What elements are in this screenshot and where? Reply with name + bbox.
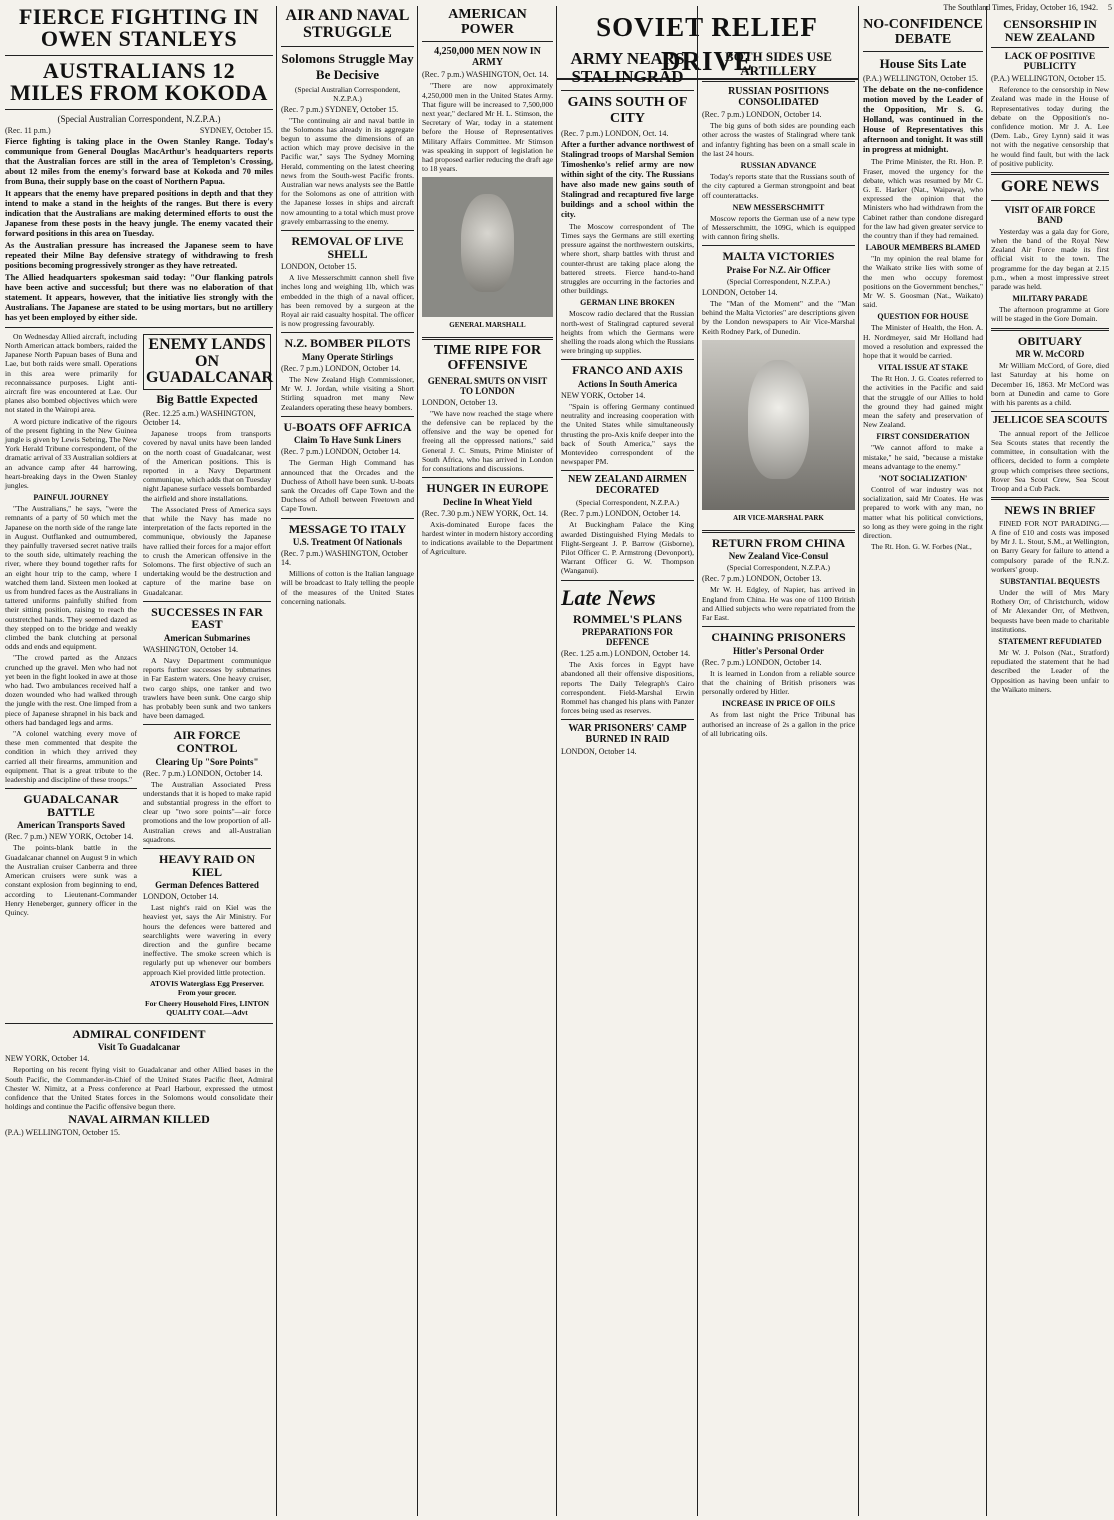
article-paragraph: "The continuing air and naval battle in the Solomons has already in its aggregate begun to assume the dimensions of an action which may prove decisive in the Pacific war," says The Sydney Morning Herald, commenting on the latest cheering news from the South-west Pacific fronts. Australian war news analysts see the Battle for the Solomons as one of attrition with the Japanese losses in ships and aircraft now amounting to a total which must prove gravely embarrassing to the enemy.	[281, 115, 414, 226]
section-heading: FIRST CONSIDERATION	[876, 432, 970, 442]
dateline-place: SYDNEY, October 15.	[199, 125, 273, 135]
article-subhead: Claim To Have Sunk Liners	[293, 435, 402, 446]
lead-paragraph: The debate on the no-confidence motion moved by the Leader of the Opposition, Mr S. G. Holland, was continued in the House of Representatives this afternoon and tonight. It was still in progress at midnight.	[863, 85, 983, 155]
article-paragraph: Reference to the censorship in New Zealand was made in the House of Representatives today during the debate on the Opposition's no-confidence motion. Mr J. A. Lee (Dem. Lab., Grey Lynn) said it was not with the negative censorship that he would find fault, but with the lack of positive publicity.	[991, 85, 1109, 168]
dateline-received: (Rec. 11 p.m.)	[5, 125, 51, 135]
sub-column-left	[5, 332, 137, 919]
article-headline: BOTH SIDES USE ARTILLERY	[725, 49, 832, 78]
column-rule	[556, 6, 557, 1516]
article-headline: GORE NEWS	[1000, 178, 1100, 196]
article-headline: NEWS IN BRIEF	[1004, 503, 1096, 518]
dateline: NEW YORK, October 14.	[5, 1054, 90, 1064]
article-headline: AIR AND NAVAL STRUGGLE	[285, 7, 410, 41]
article-subhead: VISIT OF AIR FORCE BAND	[1004, 204, 1096, 225]
dateline	[5, 126, 273, 135]
article-paragraph: The Axis forces in Egypt have abandoned all their offensive dispositions, reports The Daily Telegraph's Cairo correspondent. Field-Marshal Erwin Rommel has changed his plans with Panzer forces being used as reserves.	[561, 660, 694, 716]
article-subhead: Many Operate Stirlings	[302, 352, 393, 363]
photo-caption: AIR VICE-MARSHAL PARK	[733, 513, 824, 522]
dateline: (P.A.) WELLINGTON, October 15.	[991, 74, 1107, 84]
article-paragraph: Mr W. H. Edgley, of Napier, has arrived in England from China. He was one of 1100 British and Allied subjects who were repatriated from the Far East.	[702, 585, 855, 622]
article-subhead: Praise For N.Z. Air Officer	[726, 264, 831, 275]
column-rule	[276, 6, 277, 1516]
column-1	[2, 6, 276, 1516]
article-paragraph: Millions of cotton is the Italian language will be broadcast to Italy telling the people of the measures of the United States concerning nationals.	[281, 569, 414, 606]
article-paragraph: Moscow reports the German use of a new type of Messerschmitt, the 109G, which is equipped with cannon firing shells.	[702, 213, 855, 242]
column-5	[699, 48, 858, 1516]
article-paragraph: The Minister of Health, the Hon. A. H. Nordmeyer, said Mr Holland had moved a resolution and expressed the hope that it would be carried.	[863, 323, 983, 361]
article-paragraph: Control of war industry was not socialization, said Mr Coates. He was prepared to work with any man, no matter what his political convictions, so long as they were going in the right direction.	[863, 485, 983, 541]
article-headline: NEW ZEALAND AIRMEN DECORATED	[568, 474, 687, 496]
advertisement: ATOVIS Waterglass Egg Preserver. From your grocer.	[150, 978, 264, 997]
article-paragraph: Yesterday was a gala day for Gore, when the band of the Royal New Zealand Air Force made its first official visit to the town. The programme for the day began at 2.15 p.m., when a most impressive street parade was held.	[991, 226, 1109, 292]
section-heading: LABOUR MEMBERS BLAMED	[865, 243, 981, 253]
article-headline: NO-CONFIDENCE DEBATE	[863, 17, 983, 47]
portrait-image	[748, 360, 809, 479]
article-paragraph: "There are now approximately 4,250,000 men in the United States Army. That figure will be increased to 7,500,000 next year," declared Mr H. L. Stimson, the Secretary of War, today in a statement before the House of Representatives Military Affairs Committee. Mr Stimson was speaking in support of legislation he had proposed earlier reducing the draft age to 18 years.	[422, 81, 553, 174]
credit-line: (Special Australian Correspondent, N.Z.P.A.)	[57, 113, 221, 124]
sub-column-right	[143, 332, 274, 1019]
section-heading: VITAL ISSUE AT STAKE	[878, 363, 968, 373]
late-news-heading: Late News	[561, 584, 656, 610]
article-headline: MALTA VICTORIES	[722, 249, 835, 264]
article-headline: U-BOATS OFF AFRICA	[283, 419, 412, 434]
section-heading: MILITARY PARADE	[1012, 294, 1088, 304]
article-subhead: Big Battle Expected	[156, 392, 258, 407]
article-headline: ADMIRAL CONFIDENT	[72, 1026, 206, 1041]
lead-subheadline: AUSTRALIANS 12 MILES FROM KOKODA	[10, 57, 268, 106]
dateline: (Rec. 7 p.m.) LONDON, October 14.	[281, 447, 401, 457]
masthead-text: The Southland Times, Friday, October 16, 1942.	[943, 3, 1098, 12]
photo-caption: GENERAL MARSHALL	[449, 321, 526, 330]
article-paragraph: The afternoon programme at Gore will be staged in the Gore Domain.	[991, 305, 1109, 324]
lead-paragraph: As the Australian pressure has increased the Japanese seem to have repeated their Milne Bay defensive strategy of withdrawing to fresh positions becoming progressively stronger as they have retreated.	[5, 240, 273, 270]
section-heading: QUESTION FOR HOUSE	[877, 312, 969, 322]
article-subhead: Visit To Guadalcanar	[97, 1042, 181, 1053]
article-subhead: Actions In South America	[577, 378, 678, 389]
article-paragraph: FINED FOR NOT PARADING.—A fine of £10 and costs was imposed by Mr J. L. Stout, S.M., at Wellington, on Barry Geary for failure to attend a compulsory parade of the R.N.Z. workers' group.	[991, 518, 1109, 574]
column-rule	[417, 6, 418, 1516]
article-headline: HEAVY RAID ON KIEL	[158, 852, 255, 879]
dateline: (Rec. 7 p.m.) SYDNEY, October 15.	[281, 104, 399, 114]
portrait-image	[461, 194, 513, 292]
article-paragraph: "A colonel watching every move of these men commented that despite the condition in which they arrived they carried all their firearms, ammunition and equipment. That is a great tribute to the leadership and discipline of these troops."	[5, 729, 137, 785]
dateline: NEW YORK, October 14.	[561, 390, 646, 400]
article-paragraph: The Prime Minister, the Rt. Hon. P. Fraser, moved the urgency for the debate, which was resumed by Mr C. G. E. Harker (Nat., Waipawa), who expressed the opinion that the Ministers who had withdrawn from the Cabinet rather than condone disregard for the law had given greater service to the country than if they had remained.	[863, 157, 983, 240]
article-subhead: 4,250,000 MEN NOW IN ARMY	[434, 46, 541, 69]
dateline: (Rec. 7.30 p.m.) NEW YORK, Oct. 14.	[422, 508, 548, 518]
article-headline: RETURN FROM CHINA	[711, 535, 846, 550]
article-paragraph: As from last night the Price Tribunal has authorised an increase of 2s a gallon in the price of all lubricating oils.	[702, 710, 855, 738]
article-paragraph: The Associated Press of America says that while the Navy has made no interpretation of the facts reported in the communique, obviously the Japanese have rallied their forces for a major effort to crush the American offensive in the Solomons. The first objective of such an undertaking would be the destruction and capture of the marine base on Guadalcanar.	[143, 504, 271, 597]
dateline: LONDON, October 14.	[702, 287, 778, 297]
article-headline: FRANCO AND AXIS	[572, 363, 683, 378]
section-heading: NEW MESSERSCHMITT	[732, 202, 825, 212]
lead-headline: FIERCE FIGHTING IN OWEN STANLEYS	[18, 6, 260, 52]
article-subhead: GAINS SOUTH OF CITY	[567, 94, 688, 126]
dateline: LONDON, October 13.	[422, 397, 498, 407]
article-paragraph: The annual report of the Jellicoe Sea Scouts states that recently the committee, in consultation with the officers, decided to form a complete group which comprises three sections, Rover Sea Scout Crew, Sea Scout Troop and a Cub Pack.	[991, 428, 1109, 493]
column-6	[860, 6, 986, 1516]
advertisement: For Cheery Household Fires, LINTON QUALITY COAL—Advt	[145, 998, 269, 1017]
article-subhead: German Defences Battered	[155, 880, 259, 891]
dateline: LONDON, October 14.	[561, 747, 637, 757]
article-headline: NAVAL AIRMAN KILLED	[68, 1112, 210, 1127]
credit-line: (Special Correspondent, N.Z.P.A.)	[726, 563, 831, 573]
article-paragraph: Axis-dominated Europe faces the hardest winter in modern history according to indications available to the Department of Agriculture.	[422, 519, 553, 557]
article-headline: OBITUARY	[1017, 333, 1083, 348]
article-headline: REMOVAL OF LIVE SHELL	[291, 234, 404, 261]
photo-general-marshall	[422, 177, 553, 330]
dateline: (Rec. 7 p.m.) WASHINGTON, October 14.	[281, 549, 408, 568]
article-paragraph: "The Australians," he says, "were the remnants of a party of 50 which met the Japanese on the north side of the range late in August. Outflanked and outnumbered, they painfully traversed secret native trails to the south side, ultimately reaching the river, where they bound together rafts for an eight hour trip to the camp, where I watched them land. Sixteen men looked at us from hundred faces as the Australians in tattered uniforms painfully shifted from their sitting position, raising to reach the outstretched hands. They seemed dazed as they stepped on to the bridge and weakly climbed the bank clutching at personal odds and ends and equipment.	[5, 504, 137, 652]
article-headline: AIR FORCE CONTROL	[173, 728, 241, 755]
article-headline: CENSORSHIP IN NEW ZEALAND	[1003, 17, 1097, 44]
article-paragraph: At Buckingham Palace the King awarded Distinguished Flying Medals to Flight-Sergeant J. P. Barrow (Gisborne), Pilot Officer C. P. Armstrong (Devonport), Warrant Officer G. W. Thompson (Wanganui).	[561, 520, 694, 576]
article-headline: TIME RIPE FOR OFFENSIVE	[433, 343, 542, 374]
dateline: (P.A.) WELLINGTON, October 15.	[863, 74, 979, 84]
section-heading: 'NOT SOCIALIZATION'	[878, 474, 968, 484]
article-paragraph: The Rt. Hon. G. W. Forbes (Nat.,	[871, 542, 972, 552]
article-subhead: American Submarines	[163, 632, 251, 643]
article-subhead: GENERAL SMUTS ON VISIT TO LONDON	[427, 375, 548, 396]
article-paragraph: The Rt Hon. J. G. Coates referred to the activities in the Pacific and said that the struggle of our Allies to hold the ground they had gained might mean the safety and preservation of New Zealand.	[863, 374, 983, 430]
article-paragraph: The German High Command has announced that the Orcades and the Duchess of Atholl have been sunk. U-boats sank the Orcades off Cape Town and the Duchess of Atholl between Freetown and Cape Town.	[281, 458, 414, 514]
article-subhead: U.S. Treatment Of Nationals	[292, 537, 403, 548]
article-paragraph: Today's reports state that the Russians south of the city captured a German strongpoint and beat off counterattacks.	[702, 172, 855, 200]
dateline: (Rec. 12.25 a.m.) WASHINGTON, October 14.	[143, 409, 256, 428]
dateline: (Rec. 7 p.m.) NEW YORK, October 14.	[5, 832, 134, 842]
page-number: 5	[1108, 3, 1112, 12]
dateline: (Rec. 7 p.m.) LONDON, October 14.	[702, 110, 822, 120]
dateline: (Rec. 7 p.m.) WASHINGTON, Oct. 14.	[422, 70, 549, 80]
article-headline: ARMY NEARS STALINGRAD	[570, 49, 685, 86]
lead-paragraph: The Allied headquarters spokesman said today: "Our flanking patrols have been active and successful; but there was no elaboration of that statement. It appears, however, that the initiative lies strongly with the Australians. The Japanese are stated to be using mortars, but no artillery has yet been employed by either side.	[5, 272, 273, 322]
column-rule	[858, 6, 859, 1516]
column-rule	[697, 6, 698, 1516]
article-paragraph: "We have now reached the stage where the defensive can be replaced by the offensive and the way be opened for freeing all the oppressed nations," said General J. C. Smuts, Prime Minister of South Africa, who has arrived in London for consultations and discussions.	[422, 408, 553, 473]
article-paragraph: A Navy Department communique reports further successes by submarines in Far Eastern waters. One heavy cruiser, two cargo ships, one tanker and two trawlers have been sunk. One cargo ship has probably been sunk and two tankers have been damaged.	[143, 655, 271, 721]
column-2	[278, 6, 417, 1516]
article-headline: ENEMY LANDS ON GUADALCANAR	[143, 334, 271, 390]
dateline: WASHINGTON, October 14.	[143, 644, 238, 654]
dateline: (Rec. 7 p.m.) LONDON, October 14.	[143, 768, 263, 778]
dateline: (Rec. 7 p.m.) LONDON, October 14.	[281, 364, 401, 374]
article-paragraph: Mr William McCord, of Gore, died last Saturday at his home on December 16, 1863. Mr McCord was born at Dunedin and came to Gore with his parents as a child.	[991, 361, 1109, 408]
article-subhead: Clearing Up "Sore Points"	[155, 756, 259, 767]
dateline: LONDON, October 14.	[143, 892, 219, 902]
section-heading: PAINFUL JOURNEY	[33, 493, 109, 503]
column-4	[558, 48, 697, 1516]
article-subhead: House Sits Late	[879, 56, 967, 72]
article-headline: SUCCESSES IN FAR EAST	[151, 604, 263, 632]
article-paragraph: It is learned in London from a reliable source that the chaining of British prisoners was personally ordered by Hitler.	[702, 668, 855, 697]
article-headline: CHAINING PRISONERS	[711, 630, 846, 645]
lead-paragraph: After a further advance northwest of Stalingrad troops of Marshal Semion Timoshenko's relief army are now within sight of the city. The Russians have also made new gains south of Stalingrad and recaptured five large buildings and a school within the city.	[561, 139, 694, 219]
article-paragraph: "In my opinion the real blame for the Waikato strike lies with some of the men who occupy foremost positions on the Government benches," Mr W. S. Goosman (Nat., Waikato) said.	[863, 254, 983, 310]
credit-line: (Special Correspondent, N.Z.P.A.)	[575, 498, 680, 508]
article-paragraph: On Wednesday Allied aircraft, including North American attack bombers, raided the Japanese North Papuan bases of Buna and Lae, but both raids were small. Operations in this area were primarily for reconnaissance purposes. Light anti-aircraft fire was encountered at Lae. Our planes also bombed objectives which were not stated in the Wairopi area.	[5, 331, 137, 415]
article-headline: AMERICAN POWER	[448, 7, 527, 37]
lead-paragraph: It appears that the enemy have prepared positions in depth and that they intend to make a stand in the heights of the ranges. But there is every indication that the Australians are making determined efforts to oust the Japanese from these posts in the heavy jungle. The enemy vacated their forward positions in this area on Tuesday.	[5, 188, 273, 238]
section-heading: INCREASE IN PRICE OF OILS	[721, 699, 836, 709]
article-paragraph: Last night's raid on Kiel was the heaviest yet, says the Air Ministry. For hours the defences were battered and searchlights were wavering in every direction and the gunfire became ineffective. The smoke screen which is regularly put up whenever our bombers approach Kiel provided little protection.	[143, 903, 271, 977]
article-paragraph: The New Zealand High Commissioner, Mr W. J. Jordan, while visiting a Short Stirling squadron met many New Zealanders operating these heavy bombers.	[281, 375, 414, 412]
article-paragraph: The big guns of both sides are pounding each other across the wastes of Stalingrad where tank and infantry fighting has been on a small scale in the last 24 hours.	[702, 121, 855, 158]
article-headline: N.Z. BOMBER PILOTS	[284, 336, 411, 351]
article-paragraph: Mr W. J. Polson (Nat., Stratford) repudiated the statement that he had described the Leader of the Opposition as having been unfair to the Waikato miners.	[991, 648, 1109, 694]
dateline: (Rec. 7 p.m.) LONDON, October 14.	[702, 657, 822, 667]
article-subhead: LACK OF POSITIVE PUBLICITY	[1004, 52, 1096, 73]
article-paragraph: "We cannot afford to make a mistake," he said, "because a mistake means advantage to the enemy."	[863, 443, 983, 471]
article-subhead: MR W. McCORD	[1015, 349, 1085, 360]
article-paragraph: Japanese troops from transports covered by naval units have been landed on the north coast of Guadalcanar, west of the American positions. This is reported in a Navy Department communique, which adds that on Tuesday night Japanese surface vessels bombarded the airfield and shore installations.	[143, 429, 271, 503]
column-3	[419, 6, 556, 1516]
article-paragraph: The Moscow correspondent of The Times says the Germans are still exerting pressure against the northwestern outskirts, where short, sharp battles with thrust and counter-thrust are taking place along the battered streets. Fierce hand-to-hand struggles are occurring in the factories and other buildings.	[561, 221, 694, 296]
article-paragraph: Under the will of Mrs Mary Rothery Orr, of Christchurch, widow of Mr Alexander Orr, of Methven, bequests have been made to charitable institutions.	[991, 587, 1109, 634]
article-headline: HUNGER IN EUROPE	[426, 481, 549, 496]
credit-line: (Special Australian Correspondent, N.Z.P.A.)	[294, 84, 401, 103]
article-headline: ROMMEL'S PLANS	[572, 611, 682, 626]
article-paragraph: A word picture indicative of the rigours of the present fighting in the New Guinea jungle is given by Lewis Sebring, The New York Herald Tribune correspondent, of the dramatic arrival of 33 Australian soldiers at an advance camp after 44 harrowing, heart-breaking days in the Owen Stanley jungles.	[5, 416, 138, 490]
dateline: (Rec. 7 p.m.) LONDON, Oct. 14.	[561, 128, 669, 138]
section-heading: RUSSIAN ADVANCE	[740, 161, 817, 171]
article-subhead: PREPARATIONS FOR DEFENCE	[582, 627, 673, 648]
article-headline: WAR PRISONERS' CAMP BURNED IN RAID	[568, 723, 687, 745]
article-paragraph: "Spain is offering Germany continued neutrality and increasing cooperation with the United States while simultaneously thrusting the pro-Axis knife deeper into the back of South America," says the Montevideo correspondent of the newspaper PM.	[561, 401, 694, 467]
article-paragraph: A live Messerschmitt cannon shell five inches long and weighing 1lb, which was embedded in the thigh of a naval officer, has been removed by a surgeon at the Royal air raid casualty hospital. The officer is now progressing favourably.	[281, 273, 414, 329]
dateline: (Rec. 1.25 a.m.) LONDON, October 14.	[561, 649, 691, 659]
article-paragraph: The points-blank battle in the Guadalcanar channel on August 9 in which the Australian cruiser Canberra and three American cruisers were sunk was a constant explosion from beginning to end, according to Lieutenant-Commander Henry Heneberger, gunnery officer in the Quincy.	[5, 843, 137, 917]
article-paragraph: Reporting on his recent flying visit to Guadalcanar and other Allied bases in the South Pacific, the Commander-in-Chief of the United States Pacific fleet, Admiral Chester W. Nimitz, at a Press conference at Pearl Harbour, expressed the utmost confidence that the United States forces in the Solomons would consolidate their holdings and continue the Pacific offensive begun there.	[5, 1065, 273, 1112]
article-paragraph: The Australian Associated Press understands that it is hoped to make rapid and substantial progress in the effort to clear up "two sore points"—air force promotions and the low proportion of all-Australian crews and all-Australian squadrons.	[143, 779, 271, 844]
column-7	[988, 6, 1112, 1516]
article-paragraph: "The crowd parted as the Anzacs crunched up the gravel. Men who had not yet been in the fight looked in awe at those who had. Two ambulances received half a dozen wounded who had walked through the jungle with the rest. One limped from a piece of Japanese shrapnel in his back and others had bandaged legs and arms.	[5, 653, 137, 727]
article-subhead: New Zealand Vice-Consul	[728, 551, 829, 562]
column-rule	[986, 6, 987, 1516]
article-subhead: Solomons Struggle May Be Decisive	[281, 50, 414, 82]
section-heading: SUBSTANTIAL BEQUESTS	[1000, 576, 1100, 586]
dateline: LONDON, October 15.	[281, 262, 357, 272]
dateline: (P.A.) WELLINGTON, October 15.	[5, 1128, 121, 1138]
section-heading: GERMAN LINE BROKEN	[580, 298, 675, 308]
article-subhead: Hitler's Personal Order	[733, 645, 824, 656]
article-headline: MESSAGE TO ITALY	[288, 521, 407, 536]
dateline: (Rec. 7 p.m.) LONDON, October 13.	[702, 574, 822, 584]
article-headline: JELLICOE SEA SCOUTS	[992, 415, 1108, 427]
credit-line: (Special Correspondent, N.Z.P.A.)	[726, 276, 831, 286]
article-subhead: Decline In Wheat Yield	[443, 496, 532, 507]
photo-air-vice-marshal-park	[702, 340, 855, 522]
article-subhead: American Transports Saved	[17, 820, 125, 831]
dateline: (Rec. 7 p.m.) LONDON, October 14.	[561, 509, 681, 519]
article-headline: GUADALCANAR BATTLE	[23, 792, 119, 819]
lead-paragraph: Fierce fighting is taking place in the Owen Stanley Range. Today's communique from General Douglas MacArthur's headquarters reports that the Australian forces are still in the area of Templeton's Crossing, about 12 miles from the enemy's forward base at Kokoda and 70 miles from Buna, their supply base on the coast of Northern Papua.	[5, 136, 273, 186]
article-subhead: RUSSIAN POSITIONS CONSOLIDATED	[728, 86, 829, 109]
article-paragraph: Moscow radio declared that the Russian north-west of Stalingrad captured several heights from which the Germans were shelling the roads along which the Russians were bringing up supplies.	[561, 309, 694, 356]
section-heading: STATEMENT REFUDIATED	[998, 637, 1102, 646]
article-paragraph: The "Man of the Moment" and the "Man behind the Malta Victories" are descriptions given by the London newspapers to Air Vice-Marshal Keith Rodney Park, of Dunedin.	[702, 298, 855, 336]
banner-headline: SOVIET RELIEF DRIVE	[556, 10, 858, 80]
